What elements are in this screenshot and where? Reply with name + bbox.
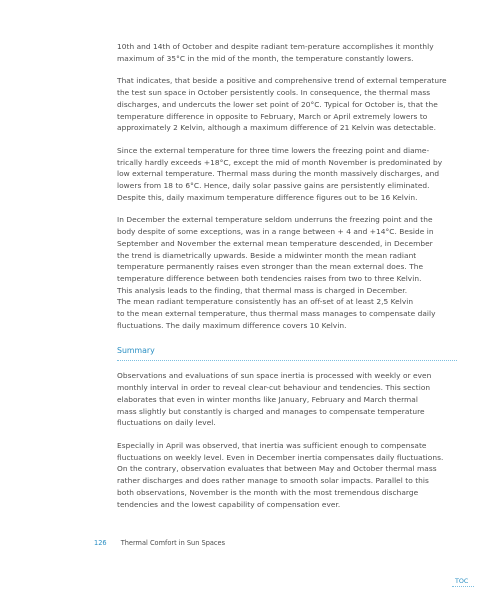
- text-line: elaborates that even in winter months like January, February and March thermal: [117, 394, 418, 404]
- body-text-after-summary: [117, 370, 457, 510]
- paragraph: [117, 75, 457, 134]
- toc-link[interactable]: TOC: [455, 577, 469, 585]
- text-column: [117, 41, 457, 521]
- text-line: rather discharges and does rather manage to smooth solar impacts. Parallel to this: [117, 476, 429, 486]
- paragraph: [117, 214, 457, 331]
- text-line: This analysis leads to the finding, that thermal mass is charged in December.: [117, 285, 408, 295]
- text-line: body despite of some exceptions, was in a range between + 4 and +14°C. Beside in: [117, 227, 434, 237]
- text-line: On the contrary, observation evaluates that between May and October thermal mass: [117, 464, 437, 474]
- text-line: fluctuations. The daily maximum difference covers 10 Kelvin.: [117, 320, 347, 330]
- page-footer: [94, 539, 225, 547]
- text-line: Despite this, daily maximum temperature difference figures out to be 16 Kelvin.: [117, 192, 418, 202]
- text-line: Especially in April was observed, that inertia was sufficient enough to compensate: [117, 440, 427, 450]
- paragraph: [117, 370, 457, 429]
- text-line: temperature permanently raises even stronger than the mean external does. The: [117, 262, 424, 272]
- text-line: the test sun space in October persistently cools. In consequence, the thermal mass: [117, 88, 431, 98]
- text-line: fluctuations on weekly level. Even in December inertia compensates daily fluctuations.: [117, 452, 444, 462]
- section-divider: [117, 360, 457, 361]
- text-line: monthly interval in order to reveal clear-cut behaviour and tendencies. This section: [117, 383, 431, 393]
- text-line: 10th and 14th of October and despite radiant tem-perature accomplishes it monthly: [117, 42, 434, 51]
- text-line: In December the external temperature seldom underruns the freezing point and the: [117, 215, 433, 225]
- paragraph: [117, 440, 457, 510]
- text-line: lowers from 18 to 6°C. Hence, daily solar passive gains are persistently eliminated.: [117, 181, 430, 191]
- text-line: to the mean external temperature, thus thermal mass manages to compensate daily: [117, 309, 436, 319]
- text-line: both observations, November is the month with the most tremendous discharge: [117, 487, 419, 497]
- page-number: 126: [94, 539, 107, 547]
- text-line: discharges, and undercuts the lower set point of 20°C. Typical for October is, that the: [117, 99, 438, 109]
- paragraph: [117, 145, 457, 204]
- text-line: tendencies and the lowest capability of compensation ever.: [117, 499, 341, 509]
- text-line: That indicates, that beside a positive and comprehensive trend of external temperature: [117, 76, 447, 86]
- toc-underline: [452, 586, 474, 587]
- section-title: Summary: [117, 346, 155, 356]
- text-line: maximum of 35°C in the mid of the month, the temperature constantly lowers.: [117, 53, 414, 63]
- text-line: trically hardly exceeds +18°C, except the mid of month November is predominated by: [117, 157, 443, 167]
- running-title: Thermal Comfort in Sun Spaces: [120, 539, 226, 547]
- text-line: The mean radiant temperature consistently has an off-set of at least 2,5 Kelvin: [117, 297, 414, 307]
- text-line: low external temperature. Thermal mass during the month massively discharges, and: [117, 169, 440, 179]
- text-line: September and November the external mean temperature descended, in December: [117, 238, 433, 248]
- text-line: the trend is diametrically upwards. Beside a midwinter month the mean radiant: [117, 250, 417, 260]
- text-line: temperature difference in opposite to February, March or April extremely lowers to: [117, 111, 428, 121]
- paragraph: [117, 41, 457, 64]
- text-line: Since the external temperature for three time lowers the freezing point and diame-: [117, 145, 430, 155]
- text-line: Observations and evaluations of sun space inertia is processed with weekly or even: [117, 371, 432, 381]
- text-line: approximately 2 Kelvin, although a maximum difference of 21 Kelvin was detectable.: [117, 123, 436, 133]
- text-line: fluctuations on daily level.: [117, 418, 216, 428]
- text-line: mass slightly but constantly is charged and manages to compensate temperature: [117, 406, 425, 416]
- body-text-before-summary: [117, 41, 457, 331]
- text-line: temperature difference between both tendencies raises from two to three Kelvin.: [117, 273, 422, 283]
